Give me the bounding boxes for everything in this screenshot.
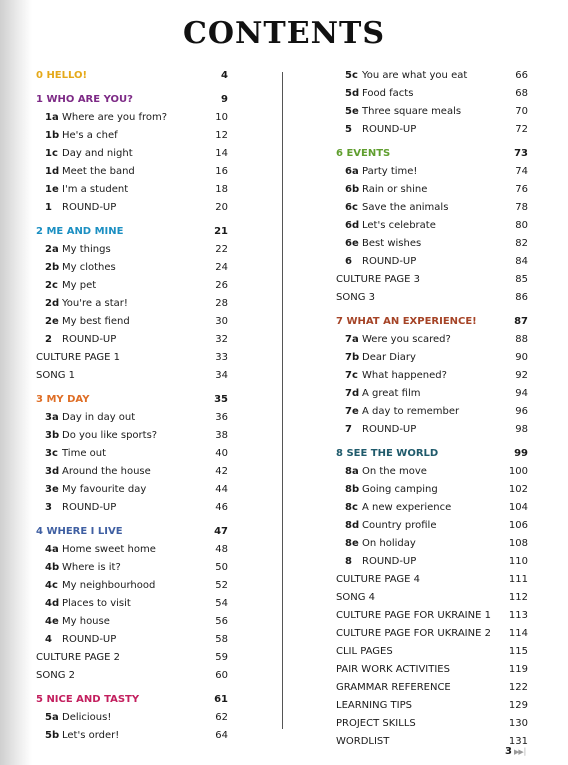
page-ref: 47	[214, 526, 228, 537]
page-ref: 34	[215, 370, 228, 381]
lesson-entry	[36, 709, 228, 727]
page-ref: 80	[515, 220, 528, 231]
section-title: WORDLIST	[336, 736, 390, 747]
lesson-entry	[336, 199, 528, 217]
lesson-code: 4e	[45, 616, 59, 627]
section-title: SONG 3	[336, 292, 375, 303]
lesson-code: 4c	[45, 580, 58, 591]
section-title: CULTURE PAGE FOR UKRAINE 1	[336, 610, 491, 621]
lesson-code: 6a	[345, 166, 359, 177]
lesson-title: Country profile	[362, 520, 437, 531]
page-ref: 72	[515, 124, 528, 135]
lesson-title: On the move	[362, 466, 427, 477]
page-ref: 52	[215, 580, 228, 591]
lesson-code: 8d	[345, 520, 360, 531]
lesson-code: 5a	[45, 712, 59, 723]
lesson-entry	[36, 481, 228, 499]
page-ref: 50	[215, 562, 228, 573]
lesson-entry	[336, 331, 528, 349]
page-ref: 40	[215, 448, 228, 459]
section-title: CULTURE PAGE 2	[36, 652, 121, 663]
lesson-code: 1c	[45, 148, 58, 159]
lesson-code: 1a	[45, 112, 59, 123]
unit-title: 0 HELLO!	[36, 70, 88, 81]
page-ref: 129	[508, 700, 528, 711]
lesson-title: Around the house	[62, 466, 151, 477]
page-ref: 58	[215, 634, 228, 645]
page-ref: 130	[508, 718, 528, 729]
page-ref: 33	[215, 352, 228, 363]
unit-title: 7 WHAT AN EXPERIENCE!	[336, 316, 477, 327]
lesson-title: You're a star!	[62, 298, 128, 309]
section-entry	[336, 289, 528, 307]
lesson-title: Let's order!	[62, 730, 120, 741]
section-title: SONG 1	[36, 370, 75, 381]
section-entry	[36, 349, 228, 367]
page-ref: 84	[515, 256, 528, 267]
lesson-entry	[336, 553, 528, 571]
section-title: CLIL PAGES	[336, 646, 393, 657]
page-ref: 22	[215, 244, 228, 255]
lesson-code: 7e	[345, 406, 359, 417]
lesson-code: 1b	[45, 130, 60, 141]
lesson-code: 1	[45, 202, 52, 213]
page-title: CONTENTS	[182, 16, 386, 51]
lesson-title: ROUND-UP	[62, 502, 117, 513]
page-ref: 61	[214, 694, 228, 705]
page-ref: 76	[515, 184, 528, 195]
page-ref: 108	[508, 538, 528, 549]
lesson-title: Home sweet home	[62, 544, 156, 555]
lesson-code: 7a	[345, 334, 359, 345]
lesson-code: 8a	[345, 466, 359, 477]
lesson-code: 6b	[345, 184, 360, 195]
section-entry	[36, 649, 228, 667]
page-ref: 20	[215, 202, 228, 213]
page-ref: 115	[508, 646, 528, 657]
lesson-title: ROUND-UP	[362, 256, 417, 267]
lesson-title: Do you like sports?	[62, 430, 158, 441]
lesson-entry	[336, 463, 528, 481]
lesson-title: My things	[62, 244, 111, 255]
page-ref: 90	[515, 352, 528, 363]
lesson-entry	[36, 595, 228, 613]
lesson-title: What happened?	[362, 370, 447, 381]
lesson-code: 8c	[345, 502, 358, 513]
lesson-title: A day to remember	[362, 406, 460, 417]
lesson-entry	[36, 313, 228, 331]
lesson-title: Where is it?	[62, 562, 121, 573]
lesson-code: 3e	[45, 484, 59, 495]
page-ref: 73	[514, 148, 528, 159]
lesson-title: Day in day out	[62, 412, 136, 423]
page-ref: 119	[508, 664, 528, 675]
page-ref: 86	[515, 292, 528, 303]
section-title: GRAMMAR REFERENCE	[336, 682, 451, 693]
section-title: SONG 2	[36, 670, 75, 681]
unit-heading	[36, 223, 228, 241]
lesson-title: On holiday	[362, 538, 416, 549]
page-ref: 104	[508, 502, 528, 513]
page-ref: 60	[215, 670, 228, 681]
lesson-title: He's a chef	[62, 130, 118, 141]
lesson-title: Let's celebrate	[362, 220, 436, 231]
section-entry	[336, 643, 528, 661]
lesson-entry	[336, 103, 528, 121]
lesson-code: 5b	[45, 730, 60, 741]
lesson-entry	[36, 277, 228, 295]
section-title: PAIR WORK ACTIVITIES	[336, 664, 450, 675]
page-ref: 35	[214, 394, 228, 405]
lesson-entry	[336, 367, 528, 385]
section-title: CULTURE PAGE 3	[336, 274, 421, 285]
lesson-title: Were you scared?	[362, 334, 451, 345]
lesson-title: I'm a student	[62, 184, 129, 195]
page-ref: 85	[515, 274, 528, 285]
lesson-code: 5d	[345, 88, 360, 99]
lesson-title: Best wishes	[362, 238, 422, 249]
lesson-title: Places to visit	[62, 598, 131, 609]
lesson-entry	[36, 631, 228, 649]
lesson-code: 7d	[345, 388, 360, 399]
section-entry	[336, 733, 528, 751]
lesson-entry	[36, 331, 228, 349]
page-ref: 54	[215, 598, 228, 609]
lesson-title: My clothes	[62, 262, 116, 273]
lesson-title: My house	[62, 616, 110, 627]
lesson-entry	[36, 127, 228, 145]
section-title: CULTURE PAGE 1	[36, 352, 121, 363]
lesson-title: A new experience	[362, 502, 452, 513]
lesson-code: 4a	[45, 544, 59, 555]
page-ref: 114	[508, 628, 528, 639]
page-ref: 99	[514, 448, 528, 459]
lesson-code: 2	[45, 334, 52, 345]
lesson-entry	[336, 163, 528, 181]
page-ref: 18	[215, 184, 228, 195]
lesson-code: 6e	[345, 238, 359, 249]
page-ref: 44	[215, 484, 228, 495]
lesson-title: You are what you eat	[362, 70, 468, 81]
lesson-code: 7b	[345, 352, 360, 363]
lesson-entry	[36, 499, 228, 517]
section-entry	[36, 667, 228, 685]
lesson-title: Party time!	[362, 166, 418, 177]
lesson-entry	[36, 241, 228, 259]
lesson-title: Going camping	[362, 484, 438, 495]
page-ref: 74	[515, 166, 528, 177]
lesson-code: 4b	[45, 562, 60, 573]
section-title: CULTURE PAGE 4	[336, 574, 421, 585]
unit-title: 3 MY DAY	[36, 394, 90, 405]
lesson-entry	[36, 427, 228, 445]
lesson-entry	[36, 409, 228, 427]
lesson-entry	[36, 181, 228, 199]
unit-heading	[36, 691, 228, 709]
page-ref: 68	[515, 88, 528, 99]
lesson-entry	[336, 181, 528, 199]
lesson-entry	[36, 559, 228, 577]
lesson-code: 5c	[345, 70, 358, 81]
section-entry	[336, 571, 528, 589]
section-entry	[336, 661, 528, 679]
page-ref: 30	[215, 316, 228, 327]
lesson-title: Three square meals	[362, 106, 462, 117]
lesson-entry	[336, 253, 528, 271]
unit-title: 2 ME AND MINE	[36, 226, 124, 237]
lesson-code: 5	[345, 124, 352, 135]
lesson-title: Day and night	[62, 148, 133, 159]
unit-heading	[36, 67, 228, 85]
section-title: CULTURE PAGE FOR UKRAINE 2	[336, 628, 491, 639]
page-ref: 26	[215, 280, 228, 291]
lesson-code: 6c	[345, 202, 358, 213]
lesson-entry	[36, 445, 228, 463]
lesson-title: My neighbourhood	[62, 580, 156, 591]
lesson-title: ROUND-UP	[362, 424, 417, 435]
page-ref: 56	[215, 616, 228, 627]
lesson-code: 1d	[45, 166, 60, 177]
lesson-entry	[336, 217, 528, 235]
lesson-title: My pet	[62, 280, 97, 291]
lesson-code: 7c	[345, 370, 358, 381]
page-ref: 98	[515, 424, 528, 435]
page-ref: 100	[508, 466, 528, 477]
section-entry	[336, 697, 528, 715]
page-ref: 82	[515, 238, 528, 249]
lesson-entry	[336, 499, 528, 517]
lesson-code: 6	[345, 256, 352, 267]
section-entry	[336, 607, 528, 625]
page-ref: 14	[215, 148, 228, 159]
unit-heading	[36, 91, 228, 109]
unit-heading	[336, 313, 528, 331]
page-ref: 122	[508, 682, 528, 693]
lesson-code: 2c	[45, 280, 58, 291]
lesson-title: ROUND-UP	[362, 124, 417, 135]
lesson-title: Save the animals	[362, 202, 449, 213]
lesson-entry	[336, 517, 528, 535]
lesson-code: 8e	[345, 538, 359, 549]
lesson-entry	[36, 613, 228, 631]
lesson-title: Meet the band	[62, 166, 135, 177]
lesson-entry	[36, 199, 228, 217]
lesson-entry	[336, 535, 528, 553]
section-title: PROJECT SKILLS	[336, 718, 416, 729]
lesson-title: Dear Diary	[362, 352, 416, 363]
page-ref: 42	[215, 466, 228, 477]
lesson-title: Delicious!	[62, 712, 112, 723]
page-ref: 87	[514, 316, 528, 327]
page-ref: 4	[221, 70, 228, 81]
lesson-entry	[36, 259, 228, 277]
page-ref: 64	[215, 730, 228, 741]
page-ref: 111	[508, 574, 528, 585]
section-title: LEARNING TIPS	[336, 700, 412, 711]
lesson-entry	[36, 727, 228, 745]
page-ref: 32	[215, 334, 228, 345]
page-gutter-shadow	[0, 0, 32, 765]
lesson-code: 3b	[45, 430, 60, 441]
page-ref: 38	[215, 430, 228, 441]
lesson-entry	[36, 295, 228, 313]
lesson-title: ROUND-UP	[362, 556, 417, 567]
lesson-entry	[36, 109, 228, 127]
unit-heading	[36, 391, 228, 409]
page-ref: 66	[515, 70, 528, 81]
page-ref: 96	[515, 406, 528, 417]
lesson-entry	[336, 121, 528, 139]
lesson-code: 1e	[45, 184, 59, 195]
page-ref: 12	[215, 130, 228, 141]
fast-forward-icon: ▶▶│	[514, 747, 526, 756]
lesson-code: 2e	[45, 316, 59, 327]
lesson-code: 6d	[345, 220, 360, 231]
unit-heading	[336, 145, 528, 163]
page-ref: 112	[508, 592, 528, 603]
section-title: SONG 4	[336, 592, 375, 603]
page-footer	[505, 746, 526, 757]
lesson-entry	[336, 235, 528, 253]
lesson-code: 7	[345, 424, 352, 435]
section-entry	[336, 589, 528, 607]
lesson-entry	[36, 463, 228, 481]
unit-title: 8 SEE THE WORLD	[336, 448, 439, 459]
section-entry	[36, 367, 228, 385]
page-ref: 94	[515, 388, 528, 399]
page-ref: 131	[508, 736, 528, 747]
lesson-entry	[336, 403, 528, 421]
lesson-code: 3a	[45, 412, 59, 423]
lesson-code: 2a	[45, 244, 59, 255]
column-divider	[282, 72, 283, 729]
lesson-code: 4d	[45, 598, 60, 609]
lesson-entry	[336, 67, 528, 85]
lesson-entry	[36, 163, 228, 181]
section-entry	[336, 271, 528, 289]
lesson-title: Time out	[62, 448, 107, 459]
unit-title: 1 WHO ARE YOU?	[36, 94, 133, 105]
page-ref: 78	[515, 202, 528, 213]
page-ref: 21	[214, 226, 228, 237]
contents-column-left	[36, 67, 228, 745]
lesson-entry	[336, 85, 528, 103]
lesson-code: 8	[345, 556, 352, 567]
section-entry	[336, 625, 528, 643]
page-ref: 59	[215, 652, 228, 663]
page-ref: 36	[215, 412, 228, 423]
lesson-entry	[336, 481, 528, 499]
lesson-entry	[336, 349, 528, 367]
page-ref: 62	[215, 712, 228, 723]
unit-heading	[36, 523, 228, 541]
page-ref: 48	[215, 544, 228, 555]
page-ref: 24	[215, 262, 228, 273]
page-ref: 113	[508, 610, 528, 621]
unit-title: 5 NICE AND TASTY	[36, 694, 140, 705]
lesson-title: Food facts	[362, 88, 414, 99]
section-entry	[336, 715, 528, 733]
page-number: 3	[505, 746, 513, 757]
lesson-entry	[336, 421, 528, 439]
page-ref: 102	[508, 484, 528, 495]
page-ref: 9	[221, 94, 228, 105]
lesson-entry	[36, 541, 228, 559]
lesson-code: 3c	[45, 448, 58, 459]
section-entry	[336, 679, 528, 697]
lesson-entry	[336, 385, 528, 403]
unit-title: 6 EVENTS	[336, 148, 391, 159]
page-ref: 70	[515, 106, 528, 117]
lesson-title: ROUND-UP	[62, 202, 117, 213]
lesson-code: 2b	[45, 262, 60, 273]
lesson-title: My favourite day	[62, 484, 147, 495]
unit-heading	[336, 445, 528, 463]
page-ref: 110	[508, 556, 528, 567]
contents-column-right	[336, 67, 528, 751]
lesson-code: 8b	[345, 484, 360, 495]
lesson-code: 2d	[45, 298, 60, 309]
page-ref: 28	[215, 298, 228, 309]
page-ref: 10	[215, 112, 228, 123]
page-ref: 106	[508, 520, 528, 531]
page-ref: 92	[515, 370, 528, 381]
lesson-title: My best fiend	[62, 316, 130, 327]
lesson-title: A great film	[362, 388, 421, 399]
page-ref: 88	[515, 334, 528, 345]
page-ref: 16	[215, 166, 228, 177]
lesson-title: ROUND-UP	[62, 334, 117, 345]
lesson-code: 3	[45, 502, 52, 513]
lesson-code: 4	[45, 634, 52, 645]
page-ref: 46	[215, 502, 228, 513]
lesson-entry	[36, 145, 228, 163]
lesson-title: Where are you from?	[62, 112, 168, 123]
lesson-code: 5e	[345, 106, 359, 117]
lesson-entry	[36, 577, 228, 595]
lesson-code: 3d	[45, 466, 60, 477]
lesson-title: ROUND-UP	[62, 634, 117, 645]
lesson-title: Rain or shine	[362, 184, 428, 195]
unit-title: 4 WHERE I LIVE	[36, 526, 123, 537]
